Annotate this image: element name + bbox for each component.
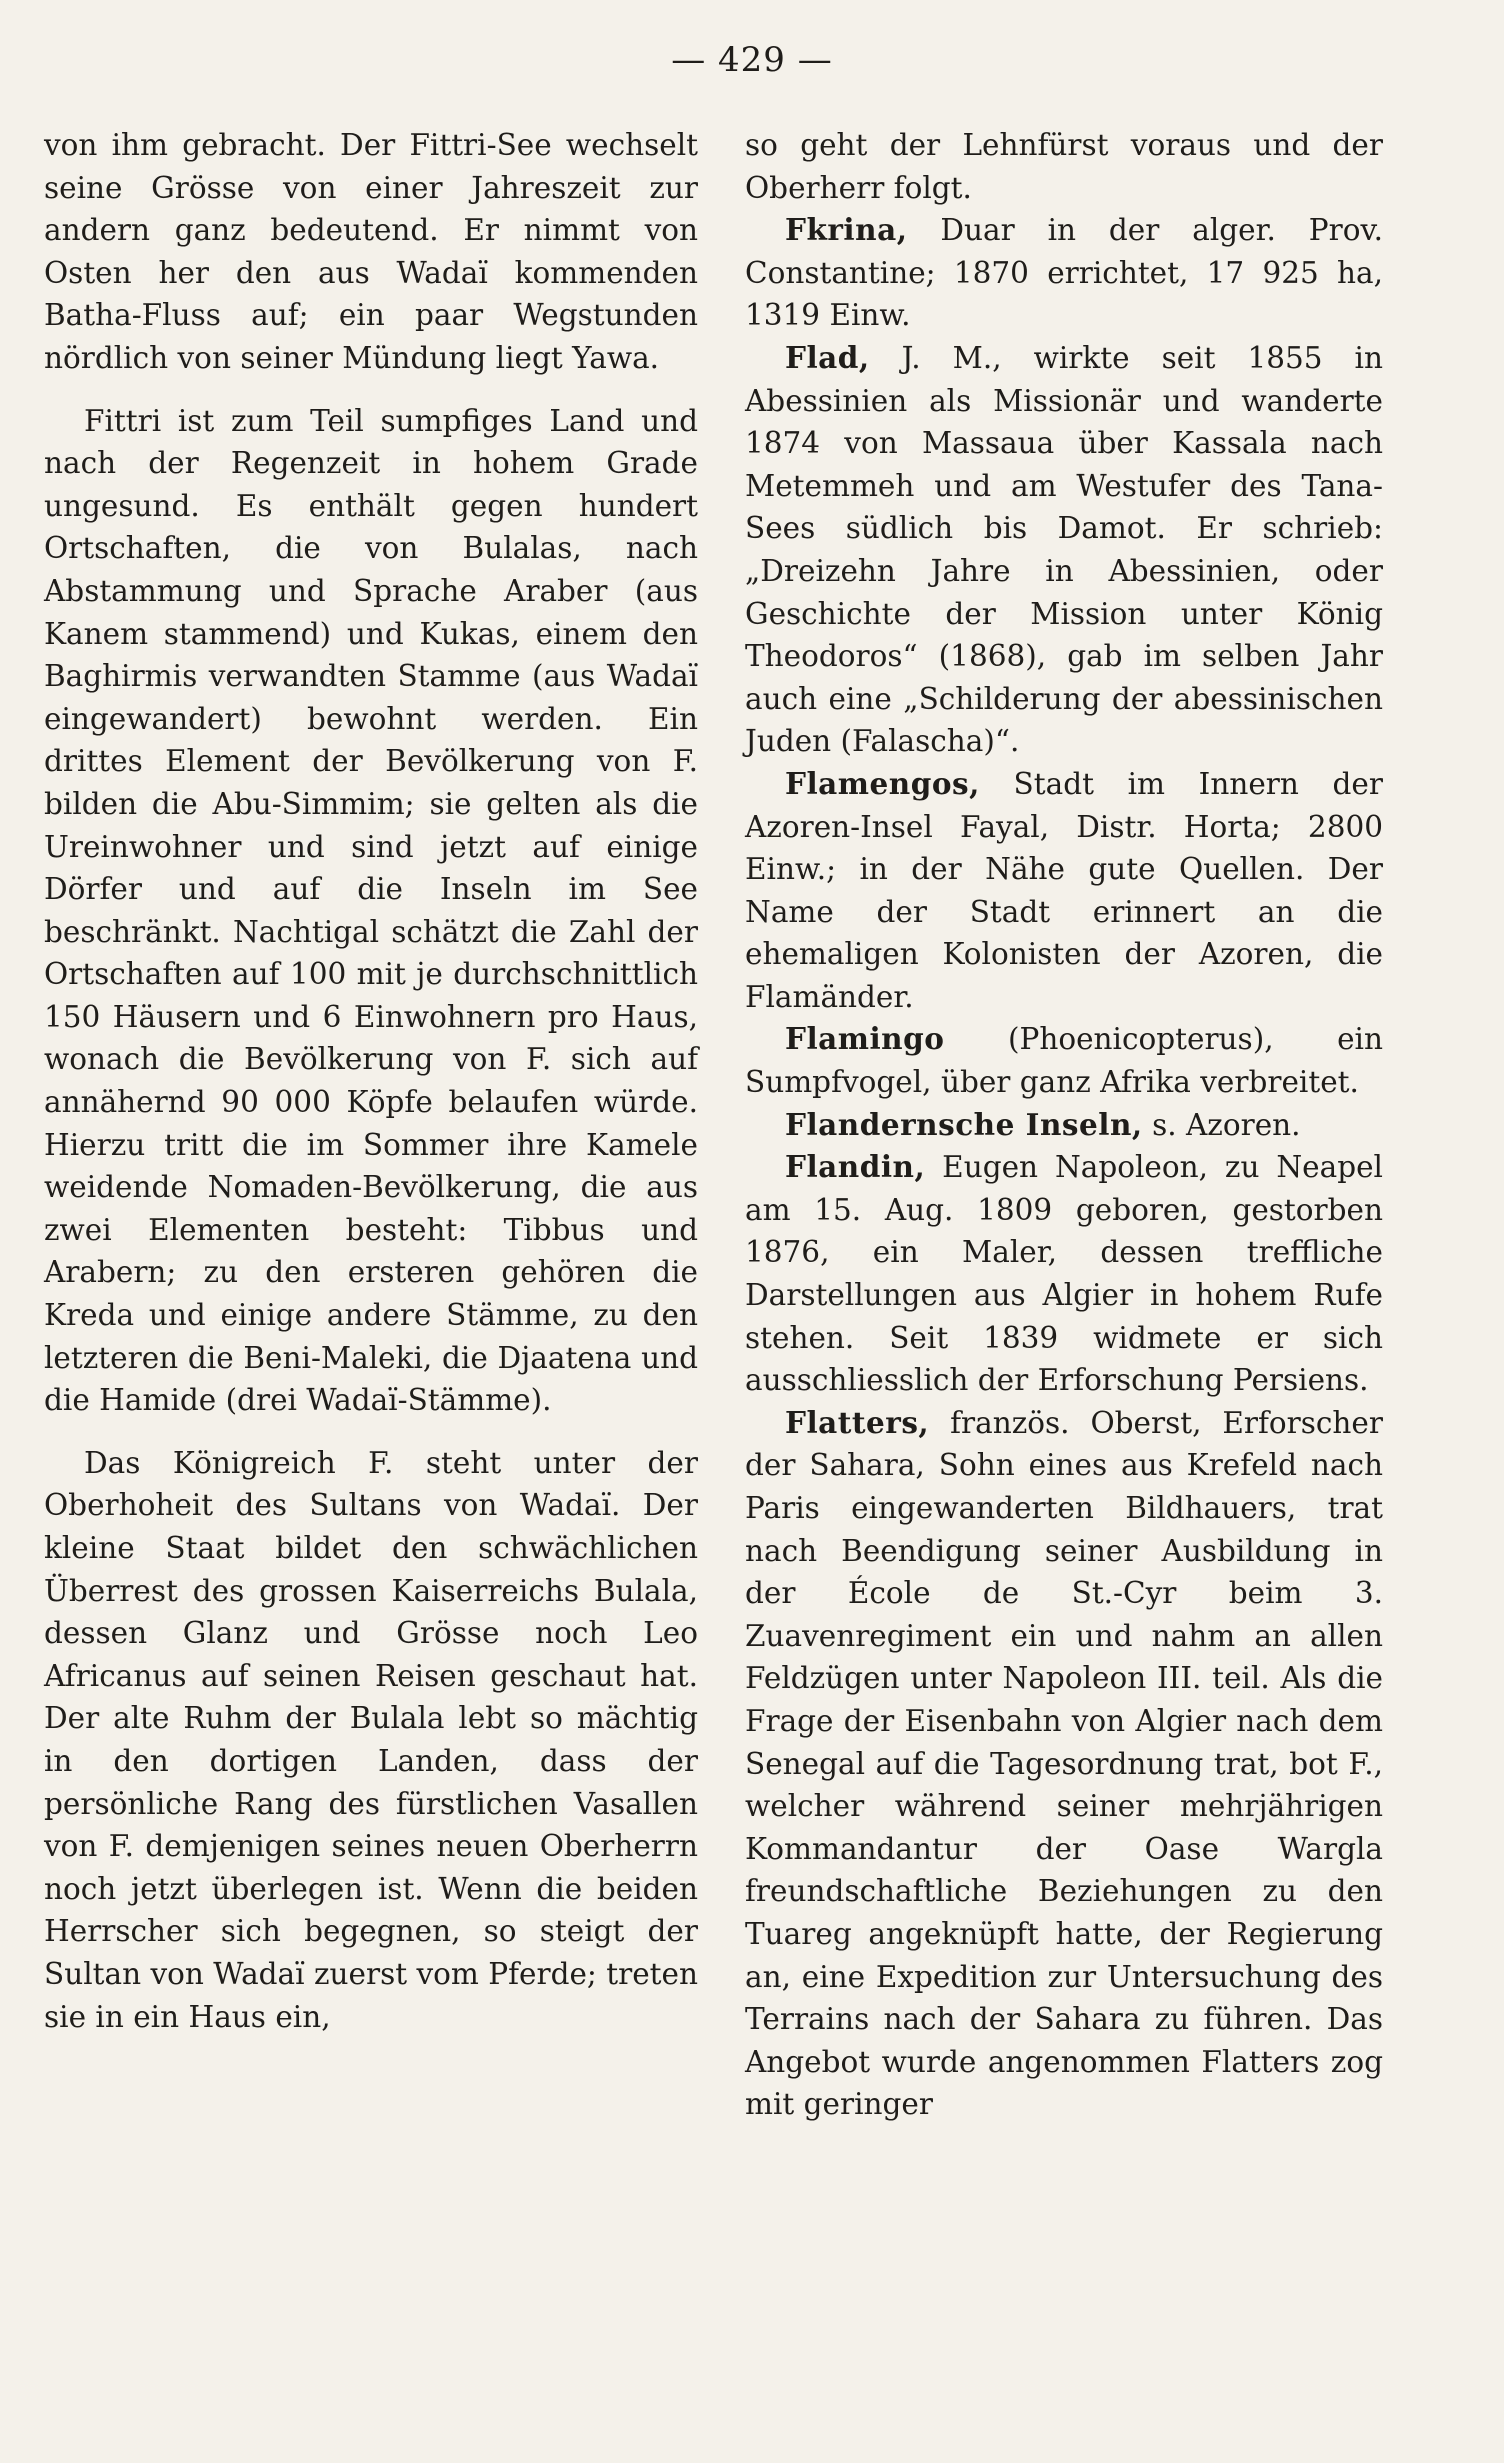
right-column [745,124,1383,2126]
entry-text: Stadt im Innern der Azoren-Insel Fayal, Distr. Horta; 2800 Einw.; in der Nähe gute Quellen. Der Name der Stadt erinnert an die ehemaligen Kolonisten der Azoren, die Flamänder. [745,766,1383,1014]
entry-text: s. Azoren. [1142,1107,1301,1142]
entry-text: (Phoenicopterus), ein Sumpfvogel, über ganz Afrika verbreitet. [745,1022,1383,1100]
entry-fkrina [745,209,1383,337]
paragraph: von ihm gebracht. Der Fittri-See wechselt seine Grösse von einer Jahreszeit zur andern ganz bedeutend. Er nimmt von Osten her den aus Wadaï kommenden Batha-Fluss auf; ein paar Wegstunden nördlich von seiner Mündung liegt Yawa. [44,128,698,375]
entry-flandin [745,1146,1383,1402]
entry-flatters [745,1402,1383,2126]
entry-text: französ. Oberst, Erforscher der Sahara, Sohn eines aus Krefeld nach Paris eingewanderten Bildhauers, trat nach Beendigung seiner Ausbildung in der École de St.-Cyr beim 3. Zuavenregiment ein und nahm an allen Feldzügen unter Napoleon III. teil. Als die Frage der Eisenbahn von Algier nach dem Senegal auf die Tagesordnung trat, bot F., welcher während seiner mehrjährigen Kommandantur der Oase Wargla freundschaftliche Beziehungen zu den Tuareg angeknüpft hatte, der Regierung an, eine Expedition zur Untersuchung des Terrains nach der Sahara zu führen. Das Angebot wurde angenommen Flatters zog mit geringer [745,1405,1383,2122]
page-number: — 429 — [671,40,833,80]
paragraph: Fittri ist zum Teil sumpfiges Land und nach der Regenzeit in hohem Grade ungesund. Es enthält gegen hundert Ortschaften, die von Bulalas, nach Abstammung und Sprache Araber (aus Kanem stammend) und Kukas, einem den Baghirmis verwandten Stamme (aus Wadaï eingewandert) bewohnt werden. Ein drittes Element der Bevölkerung von F. bilden die Abu-Simmim; sie gelten als die Ureinwohner und sind jetzt auf einige Dörfer und auf die Inseln im See beschränkt. Nachtigal schätzt die Zahl der Ortschaften auf 100 mit je durchschnittlich 150 Häusern und 6 Einwohnern pro Haus, wonach die Bevölkerung von F. sich auf annähernd 90 000 Köpfe belaufen würde. Hierzu tritt die im Sommer ihre Kamele weidende Nomaden-Bevölkerung, die aus zwei Elementen besteht: Tibbus und Arabern; zu den ersteren gehören die Kreda und einige andere Stämme, zu den letzteren die Beni-Maleki, die Djaatena und die Hamide (drei Wadaï-Stämme). [44,403,698,1418]
headword: Flad, [785,339,870,375]
paragraph: so geht der Lehnfürst voraus und der Oberherr folgt. [745,128,1383,205]
headword: Fkrina, [785,212,908,248]
entry-flandernsche-inseln [745,1104,1383,1147]
paragraph: Das Königreich F. steht unter der Oberhoheit des Sultans von Wadaï. Der kleine Staat bildet den schwächlichen Überrest des grossen Kaiserreichs Bulala, dessen Glanz und Grösse noch Leo Africanus auf seinen Reisen geschaut hat. Der alte Ruhm der Bulala lebt so mächtig in den dortigen Landen, dass der persönliche Rang des fürstlichen Vasallen von F. demjenigen seines neuen Oberherrn noch jetzt überlegen ist. Wenn die beiden Herrscher sich begegnen, so steigt der Sultan von Wadaï zuerst vom Pferde; treten sie in ein Haus ein, [44,1445,698,2034]
entry-text: Eugen Napoleon, zu Neapel am 15. Aug. 1809 geboren, gestorben 1876, ein Maler, dessen treffliche Darstellungen aus Algier in hohem Rufe stehen. Seit 1839 widmete er sich ausschliesslich der Erforschung Persiens. [745,1150,1383,1398]
headword: Flandernsche Inseln, [785,1106,1143,1142]
headword: Flamingo [785,1021,945,1057]
entry-flad [745,337,1383,763]
entry-flamingo [745,1018,1383,1103]
headword: Flatters, [785,1404,930,1440]
entry-text: J. M., wirkte seit 1855 in Abessinien als Missionär und wanderte 1874 von Massaua über Kassala nach Metemmeh und am Westufer des Tana-Sees südlich bis Damot. Er schrieb: „Dreizehn Jahre in Abessinien, oder Geschichte der Mission unter König Theodoros“ (1868), gab im selben Jahr auch eine „Schilderung der abessinischen Juden (Falascha)“. [745,340,1383,759]
left-column [44,124,698,2038]
entry-flamengos [745,763,1383,1019]
entry-text: Duar in der alger. Prov. Constantine; 1870 errichtet, 17 925 ha, 1319 Einw. [745,213,1383,333]
headword: Flandin, [785,1149,926,1185]
headword: Flamengos, [785,765,980,801]
